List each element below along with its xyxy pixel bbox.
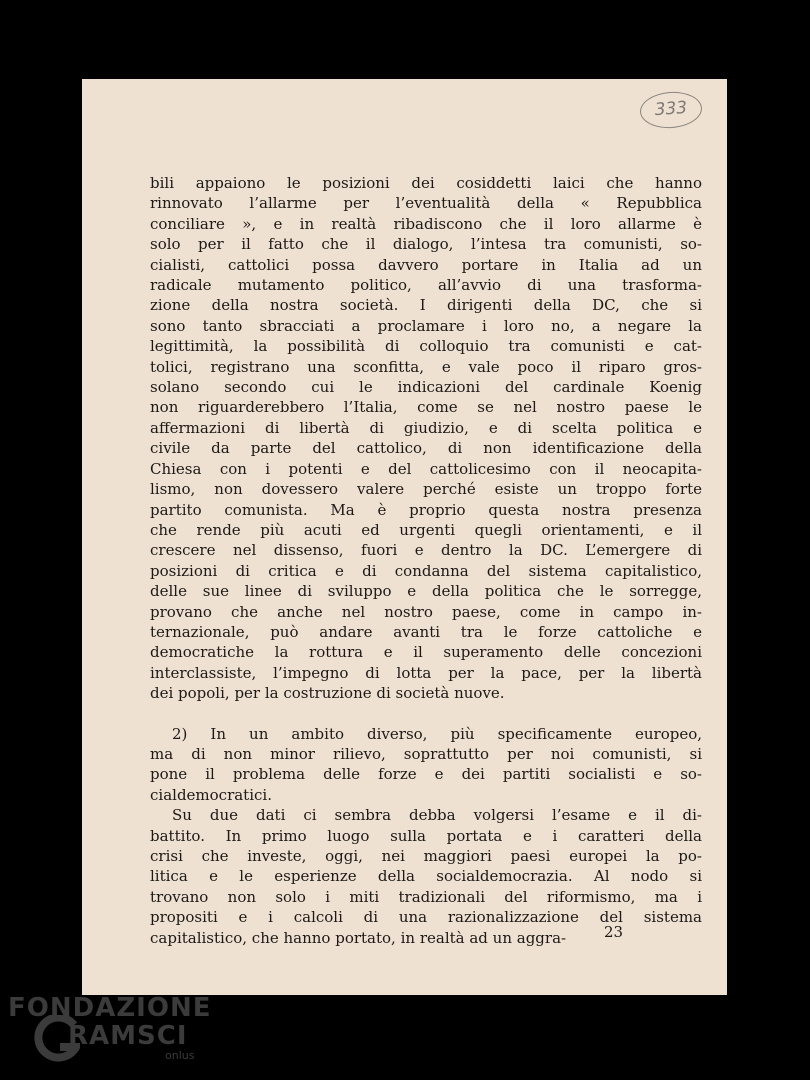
text-line: civile da parte del cattolico, di non identificazione della bbox=[150, 439, 702, 458]
text-line: capitalistico, che hanno portato, in realtà ad un aggra- bbox=[150, 928, 567, 947]
paragraph-2 bbox=[150, 724, 702, 806]
text-line: partito comunista. Ma è proprio questa nostra presenza bbox=[150, 500, 702, 519]
text-line: posizioni di critica e di condanna del sistema capitalistico, bbox=[150, 561, 702, 580]
paragraph-1 bbox=[150, 173, 702, 704]
scanned-page bbox=[82, 79, 727, 995]
logo-line-3: onlus bbox=[165, 1049, 195, 1062]
text-line: 2) In un ambito diverso, più specificamente europeo, bbox=[172, 724, 702, 743]
text-line: Su due dati ci sembra debba volgersi l’esame e il di- bbox=[172, 806, 702, 825]
text-line: delle sue linee di sviluppo e della politica che le sorregge, bbox=[150, 582, 702, 601]
archive-page-mark bbox=[639, 90, 703, 130]
text-line: cialisti, cattolici possa davvero portare in Italia ad un bbox=[150, 255, 702, 274]
text-line: tolici, registrano una sconfitta, e vale poco il riparo gros- bbox=[150, 357, 702, 376]
fondazione-gramsci-logo bbox=[8, 993, 212, 1073]
text-line: zione della nostra società. I dirigenti della DC, che si bbox=[150, 296, 702, 315]
text-line: litica e le esperienze della socialdemocrazia. Al nodo si bbox=[150, 867, 702, 886]
text-line: pone il problema delle forze e dei partiti socialisti e so- bbox=[150, 765, 702, 784]
text-line: lismo, non dovessero valere perché esiste un troppo forte bbox=[150, 480, 702, 499]
text-line: affermazioni di libertà di giudizio, e di scelta politica e bbox=[150, 418, 702, 437]
logo-line-2: RAMSCI bbox=[68, 1021, 188, 1051]
text-line: conciliare », e in realtà ribadiscono che il loro allarme è bbox=[150, 214, 702, 233]
text-line: propositi e i calcoli di una razionalizzazione del sistema bbox=[150, 908, 702, 927]
text-line: legittimità, la possibilità di colloquio tra comunisti e cat- bbox=[150, 337, 702, 356]
text-line: crisi che investe, oggi, nei maggiori paesi europei la po- bbox=[150, 847, 702, 865]
archive-page-mark-text: 333 bbox=[654, 97, 688, 121]
text-line: democratiche la rottura e il superamento delle concezioni bbox=[150, 643, 702, 662]
text-line: che rende più acuti ed urgenti quegli orientamenti, e il bbox=[150, 520, 702, 539]
text-line: ma di non minor rilievo, soprattutto per noi comunisti, si bbox=[150, 744, 702, 763]
text-line: provano che anche nel nostro paese, come in campo in- bbox=[150, 602, 702, 621]
text-line: radicale mutamento politico, all’avvio di una trasforma- bbox=[150, 276, 702, 295]
body-text bbox=[150, 173, 702, 948]
text-line: rinnovato l’allarme per l’eventualità della « Repubblica bbox=[150, 194, 702, 213]
text-line: dei popoli, per la costruzione di società nuove. bbox=[150, 684, 505, 703]
text-line: crescere nel dissenso, fuori e dentro la DC. L’emergere di bbox=[150, 541, 702, 560]
text-line: ternazionale, può andare avanti tra le forze cattoliche e bbox=[150, 622, 702, 641]
text-line: battito. In primo luogo sulla portata e i caratteri della bbox=[150, 826, 702, 845]
logo-line-1: FONDAZIONE bbox=[8, 993, 212, 1023]
text-line: solo per il fatto che il dialogo, l’intesa tra comunisti, so- bbox=[150, 235, 702, 254]
text-line: cialdemocratici. bbox=[150, 785, 272, 804]
page-number: 23 bbox=[604, 923, 624, 941]
text-line: trovano non solo i miti tradizionali del riformismo, ma i bbox=[150, 887, 702, 906]
text-line: interclassiste, l’impegno di lotta per la pace, per la libertà bbox=[150, 663, 702, 682]
text-line: bili appaiono le posizioni dei cosiddetti laici che hanno bbox=[150, 174, 702, 192]
text-line: non riguarderebbero l’Italia, come se nel nostro paese le bbox=[150, 398, 702, 417]
text-line: Chiesa con i potenti e del cattolicesimo con il neocapita- bbox=[150, 459, 702, 478]
text-line: sono tanto sbracciati a proclamare i loro no, a negare la bbox=[150, 316, 702, 335]
text-line: solano secondo cui le indicazioni del cardinale Koenig bbox=[150, 378, 702, 397]
